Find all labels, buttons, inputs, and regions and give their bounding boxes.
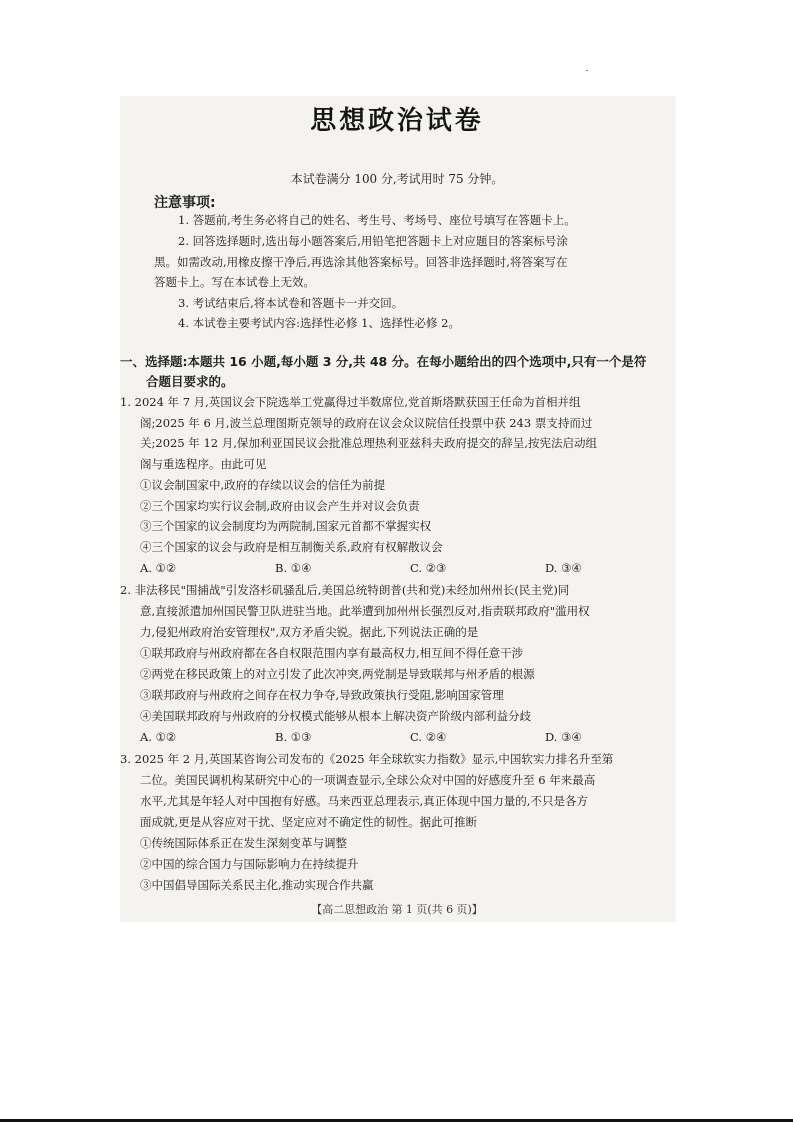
q3-item: ①传统国际体系正在发生深刻变革与调整 — [140, 836, 347, 850]
q2-option-d: D. ③④ — [545, 730, 582, 744]
q1-option-b: B. ①④ — [275, 561, 312, 575]
q1-stem: 1. 2024 年 7 月,英国议会下院选举工党赢得过半数席位,党首斯塔默获国王任命为首相并组 — [120, 395, 581, 409]
notice-line: 4. 本试卷主要考试内容:选择性必修 1、选择性必修 2。 — [178, 316, 460, 330]
q1-item: ④三个国家的议会与政府是相互制衡关系,政府有权解散议会 — [140, 540, 443, 554]
section-heading: 一、选择题:本题共 16 小题,每小题 3 分,共 48 分。在每小题给出的四个选项中,只有一个是符 — [120, 354, 647, 369]
q1-stem: 阁与重选程序。由此可见 — [140, 457, 267, 471]
q1-option-a: A. ①② — [140, 561, 177, 575]
q3-item: ②中国的综合国力与国际影响力在持续提升 — [140, 857, 359, 871]
notice-line: 2. 回答选择题时,选出每小题答案后,用铅笔把答题卡上对应题目的答案标号涂 — [178, 234, 568, 248]
q2-stem: 意,直接派遣加州国民警卫队进驻当地。此举遭到加州州长强烈反对,指责联邦政府"滥用权 — [140, 604, 590, 618]
exam-title: 思想政治试卷 — [310, 106, 484, 136]
q2-option-a: A. ①② — [140, 730, 177, 744]
exam-page — [120, 96, 676, 922]
q2-item: ①联邦政府与州政府都在各自权限范围内享有最高权力,相互间不得任意干涉 — [140, 646, 524, 660]
q1-item: ①议会制国家中,政府的存续以议会的信任为前提 — [140, 478, 386, 492]
q2-option-b: B. ①③ — [275, 730, 312, 744]
q1-item: ②三个国家均实行议会制,政府由议会产生并对议会负责 — [140, 499, 420, 513]
q3-stem: 面成就,更是从容应对干扰、坚定应对不确定性的韧性。据此可推断 — [140, 815, 478, 829]
q3-stem: 3. 2025 年 2 月,英国某咨询公司发布的《2025 年全球软实力指数》显示,中国软实力排名升至第 — [120, 752, 614, 766]
q1-stem: 关;2025 年 12 月,保加利亚国民议会批准总理热利亚兹科夫政府提交的辞呈,按宪法启动组 — [140, 436, 598, 450]
q2-item: ③联邦政府与州政府之间存在权力争夺,导致政策执行受阻,影响国家管理 — [140, 688, 504, 702]
q2-option-c: C. ②④ — [410, 730, 447, 744]
notice-line: 1. 答题前,考生务必将自己的姓名、考生号、考场号、座位号填写在答题卡上。 — [178, 213, 576, 227]
q1-item: ③三个国家的议会制度均为两院制,国家元首都不掌握实权 — [140, 519, 432, 533]
q2-stem: 2. 非法移民"围捕战"引发洛杉矶骚乱后,美国总统特朗普(共和党)未经加州州长(民主党)同 — [120, 583, 570, 597]
exam-subtitle: 本试卷满分 100 分,考试用时 75 分钟。 — [290, 172, 504, 186]
notice-line: 3. 考试结束后,将本试卷和答题卡一并交回。 — [178, 296, 404, 310]
q2-item: ④美国联邦政府与州政府的分权模式能够从根本上解决资产阶级内部利益分歧 — [140, 709, 531, 723]
q1-option-c: C. ②③ — [410, 561, 447, 575]
notice-line: 黑。如需改动,用橡皮擦干净后,再选涂其他答案标号。回答非选择题时,将答案写在 — [154, 255, 568, 269]
q3-stem: 水平,尤其是年轻人对中国抱有好感。马来西亚总理表示,真正体现中国力量的,不只是各方 — [140, 794, 588, 808]
scan-speck — [586, 70, 588, 71]
q3-item: ③中国倡导国际关系民主化,推动实现合作共赢 — [140, 878, 374, 892]
section-heading-cont: 合题目要求的。 — [146, 374, 234, 389]
q3-stem: 二位。美国民调机构某研究中心的一项调查显示,全球公众对中国的好感度升至 6 年来最高 — [140, 773, 596, 787]
notice-heading: 注意事项: — [154, 195, 216, 211]
q1-stem: 阁;2025 年 6 月,波兰总理图斯克领导的政府在议会众议院信任投票中获 243 票支持而过 — [140, 416, 593, 430]
page-footer: 【高二思想政治 第 1 页(共 6 页)】 — [311, 903, 483, 916]
q1-option-d: D. ③④ — [545, 561, 582, 575]
q2-stem: 力,侵犯州政府治安管理权",双方矛盾尖锐。据此,下列说法正确的是 — [140, 625, 479, 639]
q2-item: ②两党在移民政策上的对立引发了此次冲突,两党制是导致联邦与州矛盾的根源 — [140, 667, 535, 681]
notice-line: 答题卡上。写在本试卷上无效。 — [154, 275, 315, 289]
